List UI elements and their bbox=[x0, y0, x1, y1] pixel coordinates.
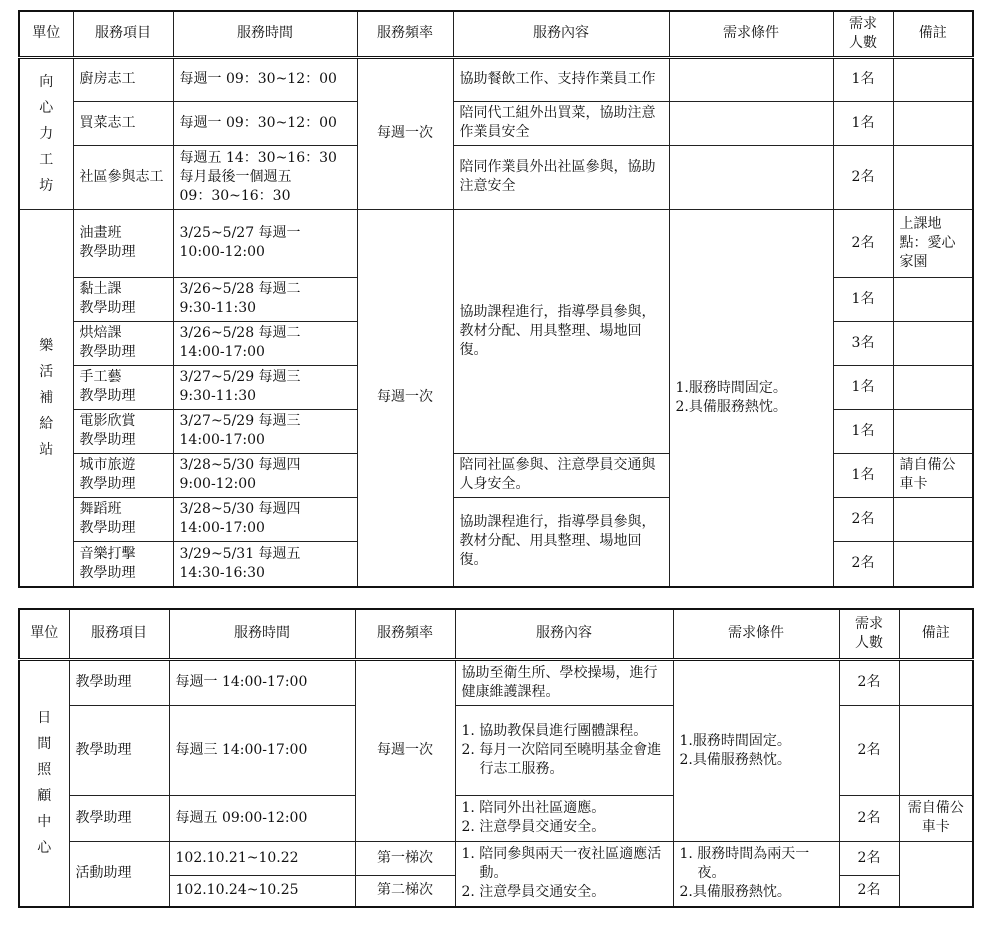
list-item: 2. 每月一次陪同至曉明基金會進行志工服務。 bbox=[461, 741, 662, 777]
count-cell: 2名 bbox=[833, 209, 893, 277]
frequency-cell: 每週一次 bbox=[355, 659, 455, 841]
time-cell: 3/28~5/30 每週四 14:00-17:00 bbox=[173, 497, 357, 541]
table-row bbox=[19, 101, 973, 145]
item-cell: 手工藝 教學助理 bbox=[73, 365, 173, 409]
note-cell bbox=[893, 541, 973, 587]
note-cell bbox=[893, 365, 973, 409]
frequency-cell: 第一梯次 bbox=[355, 841, 455, 875]
count-cell: 2名 bbox=[839, 841, 899, 875]
time-cell: 每週五 14：30~16：30 每月最後一個週五 09：30~16：30 bbox=[173, 145, 357, 209]
note-cell: 需自備公車卡 bbox=[899, 795, 973, 841]
frequency-cell: 每週一次 bbox=[357, 209, 453, 587]
item-cell: 城市旅遊 教學助理 bbox=[73, 453, 173, 497]
header-requirement: 需求條件 bbox=[669, 11, 833, 57]
header-time: 服務時間 bbox=[173, 11, 357, 57]
header-note: 備註 bbox=[899, 609, 973, 659]
time-cell: 3/26~5/28 每週二 9:30-11:30 bbox=[173, 277, 357, 321]
header-time: 服務時間 bbox=[169, 609, 355, 659]
time-cell: 3/28~5/30 每週四 9:00-12:00 bbox=[173, 453, 357, 497]
item-cell: 社區參與志工 bbox=[73, 145, 173, 209]
count-cell: 3名 bbox=[833, 321, 893, 365]
content-cell bbox=[455, 841, 673, 907]
requirement-cell bbox=[669, 145, 833, 209]
time-cell: 每週三 14:00-17:00 bbox=[169, 705, 355, 795]
requirement-list bbox=[680, 845, 833, 902]
note-cell: 上課地點：愛心家園 bbox=[893, 209, 973, 277]
table-row bbox=[19, 145, 973, 209]
table-row bbox=[19, 209, 973, 277]
time-cell: 每週五 09:00-12:00 bbox=[169, 795, 355, 841]
table-row bbox=[19, 659, 973, 705]
content-cell: 協助至衛生所、學校操場，進行健康維護課程。 bbox=[455, 659, 673, 705]
header-content: 服務內容 bbox=[455, 609, 673, 659]
header-unit: 單位 bbox=[19, 609, 69, 659]
count-cell: 1名 bbox=[833, 101, 893, 145]
count-cell: 2名 bbox=[839, 875, 899, 907]
header-frequency: 服務頻率 bbox=[357, 11, 453, 57]
time-cell: 3/27~5/29 每週三 9:30-11:30 bbox=[173, 365, 357, 409]
note-cell bbox=[899, 705, 973, 795]
count-cell: 2名 bbox=[839, 795, 899, 841]
note-cell bbox=[899, 841, 973, 907]
item-cell: 廚房志工 bbox=[73, 57, 173, 101]
note-cell bbox=[893, 497, 973, 541]
note-cell bbox=[899, 659, 973, 705]
content-cell: 陪同社區參與、注意學員交通與人身安全。 bbox=[453, 453, 669, 497]
frequency-cell: 每週一次 bbox=[357, 57, 453, 209]
unit-label: 日間照顧中心 bbox=[37, 710, 52, 857]
item-cell: 教學助理 bbox=[69, 795, 169, 841]
unit-cell bbox=[19, 659, 69, 907]
content-cell: 協助課程進行，指導學員參與，教材分配、用具整理、場地回復。 bbox=[453, 209, 669, 453]
time-cell: 每週一 09：30~12：00 bbox=[173, 101, 357, 145]
unit-label: 樂活補給站 bbox=[39, 337, 54, 458]
content-list bbox=[462, 799, 667, 837]
list-item: 2. 注意學員交通安全。 bbox=[461, 884, 606, 901]
header-content: 服務內容 bbox=[453, 11, 669, 57]
count-cell: 1名 bbox=[833, 365, 893, 409]
count-cell: 1名 bbox=[833, 453, 893, 497]
content-cell: 陪同作業員外出社區參與，協助注意安全 bbox=[453, 145, 669, 209]
item-cell: 烘焙課 教學助理 bbox=[73, 321, 173, 365]
count-cell: 2名 bbox=[839, 705, 899, 795]
header-item: 服務項目 bbox=[69, 609, 169, 659]
note-cell bbox=[893, 57, 973, 101]
time-cell: 102.10.24~10.25 bbox=[169, 875, 355, 907]
content-cell: 協助課程進行，指導學員參與，教材分配、用具整理、場地回復。 bbox=[453, 497, 669, 587]
header-note: 備註 bbox=[893, 11, 973, 57]
requirement-cell bbox=[673, 841, 839, 907]
header-row bbox=[19, 11, 973, 57]
item-cell: 音樂打擊 教學助理 bbox=[73, 541, 173, 587]
item-cell: 舞蹈班 教學助理 bbox=[73, 497, 173, 541]
time-cell: 3/26~5/28 每週二 14:00-17:00 bbox=[173, 321, 357, 365]
item-cell: 教學助理 bbox=[69, 659, 169, 705]
unit-cell bbox=[19, 57, 73, 209]
count-cell: 2名 bbox=[839, 659, 899, 705]
time-cell: 3/25~5/27 每週一 10:00-12:00 bbox=[173, 209, 357, 277]
header-row bbox=[19, 609, 973, 659]
requirement-cell bbox=[669, 57, 833, 101]
unit-cell bbox=[19, 209, 73, 587]
time-cell: 102.10.21~10.22 bbox=[169, 841, 355, 875]
table-row bbox=[19, 57, 973, 101]
note-cell bbox=[893, 101, 973, 145]
note-cell bbox=[893, 409, 973, 453]
requirement-cell: 1.服務時間固定。 2.具備服務熱忱。 bbox=[673, 659, 839, 841]
item-cell: 買菜志工 bbox=[73, 101, 173, 145]
note-cell: 請自備公車卡 bbox=[893, 453, 973, 497]
item-cell: 教學助理 bbox=[69, 705, 169, 795]
content-cell: 協助餐飲工作、支持作業員工作 bbox=[453, 57, 669, 101]
content-list bbox=[462, 722, 667, 779]
time-cell: 3/29~5/31 每週五 14:30-16:30 bbox=[173, 541, 357, 587]
count-cell: 1名 bbox=[833, 57, 893, 101]
list-item: 1. 陪同外出社區適應。 bbox=[461, 800, 606, 816]
content-list bbox=[462, 845, 667, 902]
list-item: 2. 注意學員交通安全。 bbox=[461, 819, 606, 835]
header-count: 需求人數 bbox=[839, 609, 899, 659]
table-row bbox=[19, 841, 973, 875]
item-cell: 活動助理 bbox=[69, 841, 169, 907]
volunteer-table-1 bbox=[18, 10, 974, 588]
note-cell bbox=[893, 321, 973, 365]
frequency-cell: 第二梯次 bbox=[355, 875, 455, 907]
header-frequency: 服務頻率 bbox=[355, 609, 455, 659]
list-item: 1. 協助教保員進行團體課程。 bbox=[461, 722, 648, 739]
content-cell bbox=[455, 795, 673, 841]
header-requirement: 需求條件 bbox=[673, 609, 839, 659]
count-cell: 2名 bbox=[833, 541, 893, 587]
count-cell: 2名 bbox=[833, 145, 893, 209]
item-cell: 油畫班 教學助理 bbox=[73, 209, 173, 277]
volunteer-table-2 bbox=[18, 608, 974, 908]
time-cell: 每週一 14:00-17:00 bbox=[169, 659, 355, 705]
item-cell: 黏土課 教學助理 bbox=[73, 277, 173, 321]
list-item: 1. 陪同參與兩天一夜社區適應活動。 bbox=[461, 846, 662, 882]
list-item: 1. 服務時間為兩天一夜。 bbox=[679, 846, 810, 882]
requirement-cell: 1.服務時間固定。 2.具備服務熱忱。 bbox=[669, 209, 833, 587]
requirement-cell bbox=[669, 101, 833, 145]
header-count: 需求人數 bbox=[833, 11, 893, 57]
header-unit: 單位 bbox=[19, 11, 73, 57]
count-cell: 2名 bbox=[833, 497, 893, 541]
note-cell bbox=[893, 277, 973, 321]
item-cell: 電影欣賞 教學助理 bbox=[73, 409, 173, 453]
content-cell: 陪同代工組外出買菜，協助注意作業員安全 bbox=[453, 101, 669, 145]
header-item: 服務項目 bbox=[73, 11, 173, 57]
unit-label: 向心力工坊 bbox=[39, 73, 54, 194]
list-item: 2.具備服務熱忱。 bbox=[679, 884, 791, 901]
content-cell bbox=[455, 705, 673, 795]
time-cell: 每週一 09：30~12：00 bbox=[173, 57, 357, 101]
count-cell: 1名 bbox=[833, 277, 893, 321]
time-cell: 3/27~5/29 每週三 14:00-17:00 bbox=[173, 409, 357, 453]
note-cell bbox=[893, 145, 973, 209]
count-cell: 1名 bbox=[833, 409, 893, 453]
